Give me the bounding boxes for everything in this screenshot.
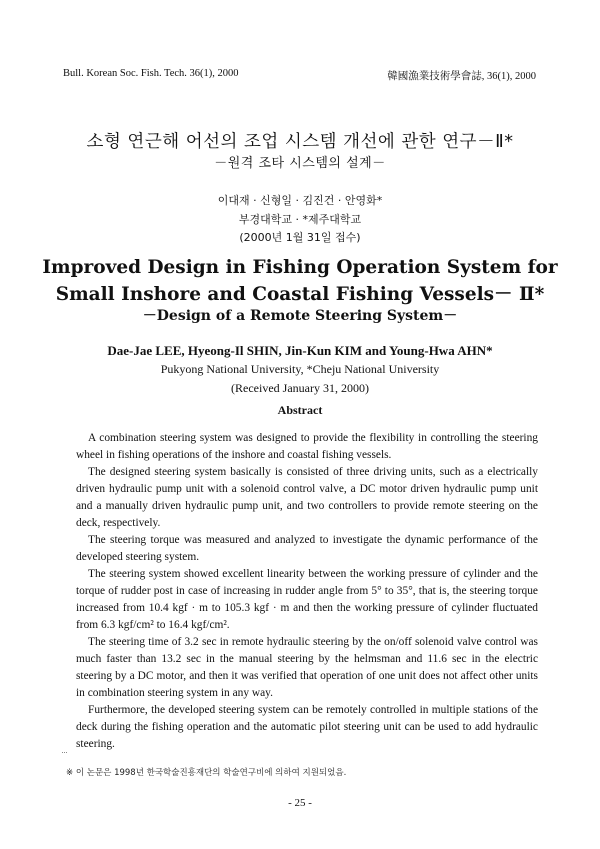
footnote: ※ 이 논문은 1998년 한국학술진흥재단의 학술연구비에 의하여 지원되었음. xyxy=(66,768,347,778)
english-title-line-1: Improved Design in Fishing Operation System for xyxy=(42,257,558,278)
korean-authors: 이대재 · 신형일 · 김진건 · 안영화* xyxy=(217,194,383,207)
english-affiliation: Pukyong National University, *Cheju National University xyxy=(160,362,440,376)
english-title-line-2: Small Inshore and Coastal Fishing Vessels－ Ⅱ* xyxy=(55,284,545,305)
english-authors: Dae-Jae LEE, Hyeong-Il SHIN, Jin-Kun KIM and Young-Hwa AHN* xyxy=(107,343,493,358)
korean-received-date: (2000년 1월 31일 접수) xyxy=(239,231,361,244)
abstract-paragraph-1: A combination steering system was designed to provide the flexibility in controlling the steering wheel in fishing operations of the inshore and coastal fishing vessels. xyxy=(76,432,538,461)
abstract-body xyxy=(76,430,538,753)
korean-subtitle: －원격 조타 시스템의 설계－ xyxy=(214,156,386,171)
running-header-left: Bull. Korean Soc. Fish. Tech. 36(1), 2000 xyxy=(63,68,239,79)
running-header-right: 韓國漁業技術學會誌, 36(1), 2000 xyxy=(387,71,536,82)
page-number: - 25 - xyxy=(288,797,312,809)
korean-affiliation: 부경대학교 · *제주대학교 xyxy=(238,213,362,226)
footnote-separator xyxy=(62,752,67,753)
abstract-paragraph-5: The steering time of 3.2 sec in remote hydraulic steering by the on/off solenoid valve control was much faster than 13.2 sec in the manual steering by the helmsman and 11.6 sec in the electric steering by a DC motor, and then it was verified that operation of one unit does not affect other units in combination steering system in any way. xyxy=(76,636,538,699)
abstract-paragraph-2: The designed steering system basically is consisted of three driving units, such as a electrically driven hydraulic pump unit with a solenoid control valve, a DC motor driven hydraulic pump unit and a manually driven hydraulic pump unit, and two controllers to provide remote steering on the deck, respectively. xyxy=(76,466,538,529)
abstract-paragraph-4: The steering system showed excellent linearity between the working pressure of cylinder and the torque of rudder post in case of increasing in rudder angle from 5° to 35°, that is, the steering torque increased from 10.4 kgf · m to 105.3 kgf · m and then the working pressure of cylinder fluctuated from 6.3 kgf/cm² to 16.4 kgf/cm². xyxy=(76,568,538,631)
abstract-paragraph-3: The steering torque was measured and analyzed to investigate the dynamic performance of the developed steering system. xyxy=(76,534,538,563)
english-received-date: (Received January 31, 2000) xyxy=(231,381,369,395)
english-subtitle: －Design of a Remote Steering System－ xyxy=(142,308,458,324)
abstract-heading: Abstract xyxy=(277,403,323,417)
korean-title: 소형 연근해 어선의 조업 시스템 개선에 관한 연구－Ⅱ* xyxy=(86,132,514,152)
abstract-paragraph-6: Furthermore, the developed steering system can be remotely controlled in multiple stations of the deck during the fishing operation and the automatic pilot steering unit can be used to add hydraulic steering. xyxy=(76,704,538,750)
